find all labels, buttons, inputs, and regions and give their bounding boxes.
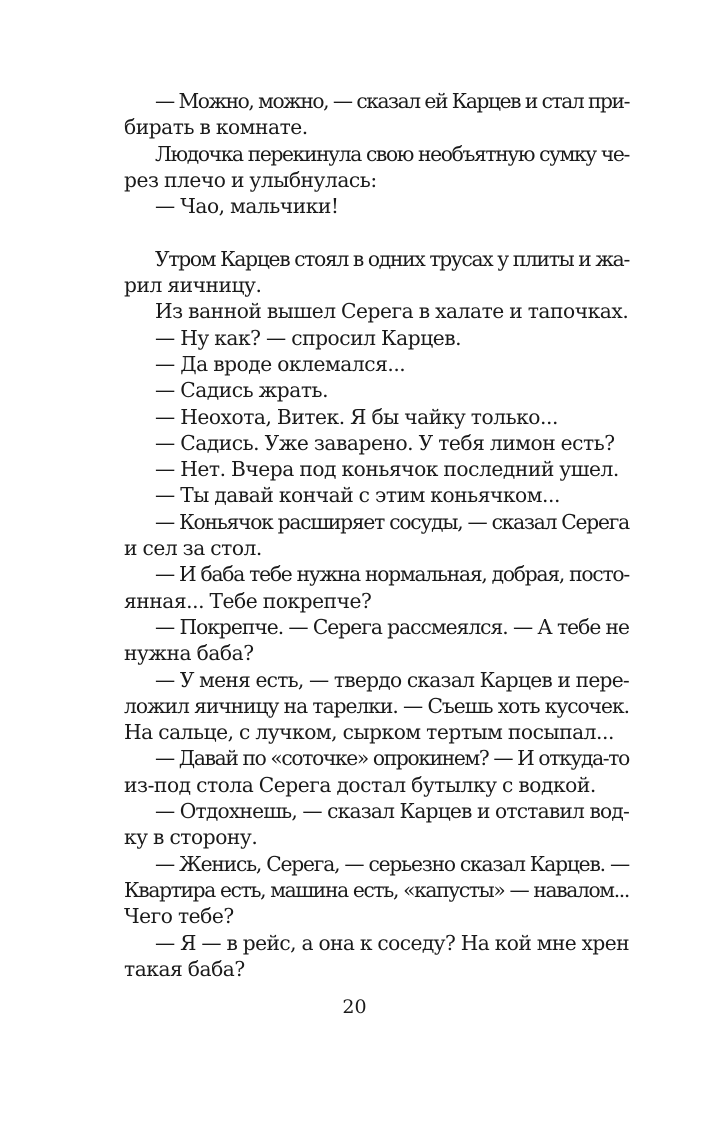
text-line: и сел за стол. [124,536,262,561]
text-line: ложил яичницу на тарелки. — Съешь хоть кусочек. [124,693,629,718]
text-line: рил яичницу. [124,273,262,298]
text-line: — Чао, мальчики! [155,194,339,219]
text-line: такая баба? [124,956,245,981]
text-line: рез плечо и улыбнулась: [124,167,377,192]
text-line: — У меня есть, — твердо сказал Карцев и пере- [155,667,629,692]
text-line: — Отдохнешь, — сказал Карцев и отставил вод- [155,799,629,824]
text-line: ку в сторону. [124,825,258,850]
text-line: — Нет. Вчера под коньячок последний ушел. [155,457,619,482]
paragraph-gap [124,219,629,245]
text-line: нужна баба? [124,641,254,666]
text-line: — Садись жрать. [155,378,329,403]
page-text [124,88,629,982]
text-line: из-под стола Серега достал бутылку с водкой. [124,772,596,797]
text-line: — Садись. Уже заварено. У тебя лимон есть? [155,430,615,455]
text-line: Утром Карцев стоял в одних трусах у плиты и жа- [155,246,629,271]
text-line: — И баба тебе нужна нормальная, добрая, посто- [155,562,629,587]
text-line: — Женись, Серега, — серьезно сказал Карцев. — [155,851,629,876]
text-line: — Я — в рейс, а она к соседу? На кой мне хрен [155,930,629,955]
text-line: На сальце, с лучком, сырком тертым посыпал... [124,720,614,745]
text-line: — Можно, можно, — сказал ей Карцев и стал при- [155,89,629,113]
text-line: бирать в комнате. [124,115,308,140]
text-line: — Да вроде оклемался... [155,351,406,376]
text-line: — Покрепче. — Серега рассмеялся. — А тебе не [155,614,629,639]
text-line: Из ванной вышел Серега в халате и тапочках. [155,299,629,324]
text-line: Чего тебе? [124,904,234,929]
text-line: янная... Тебе покрепче? [124,588,372,613]
text-line: — Ну как? — спросил Карцев. [155,325,462,350]
text-line: — Ты давай кончай с этим коньячком... [155,483,560,508]
text-line: — Неохота, Витек. Я бы чайку только... [155,404,558,429]
text-line: — Давай по «соточке» опрокинем? — И откуда-то [155,746,629,771]
text-line: Людочка перекинула свою необъятную сумку че- [155,141,629,166]
text-line: — Коньячок расширяет сосуды, — сказал Серега [155,509,629,534]
page-number: 20 [342,996,367,1018]
text-line: Квартира есть, машина есть, «капусты» — навалом... [124,877,629,902]
